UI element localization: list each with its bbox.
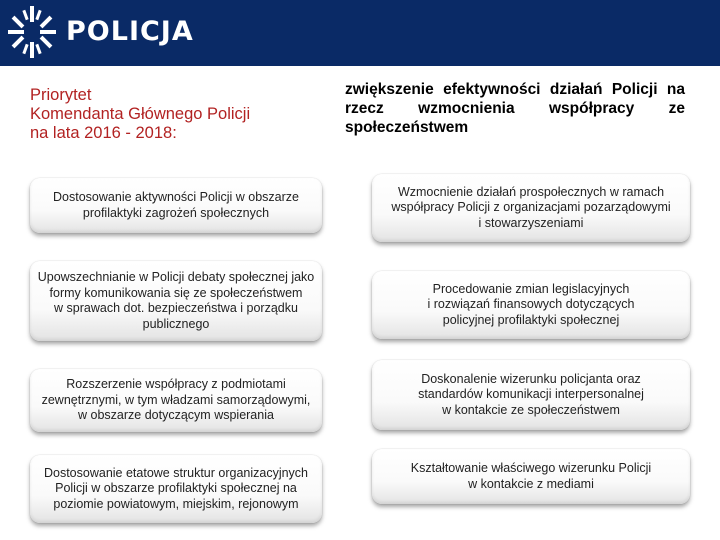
logo-text: POLICJA (66, 16, 194, 47)
priority-card-text: Rozszerzenie współpracy z podmiotami zewnętrznymi, w tym władzami samorządowymi, w obszarze dotyczącym wspierania (41, 377, 311, 423)
police-star-icon (6, 4, 58, 60)
priority-card (30, 369, 322, 432)
priority-card (30, 178, 322, 233)
priority-card-text: Kształtowanie właściwego wizerunku Policji w kontakcie z mediami (410, 461, 652, 491)
priority-card-text: Procedowanie zmian legislacyjnych i rozwiązań finansowych dotyczących policyjnej profilaktyki społecznej (427, 281, 635, 327)
priority-card-text: Dostosowanie etatowe struktur organizacyjnych Policji w obszarze profilaktyki społecznej na poziomie powiatowym, miejskim, rejonowym (43, 465, 309, 511)
priority-card (30, 455, 322, 523)
header-bar (0, 0, 720, 66)
priority-card-text: Dostosowanie aktywności Policji w obszarze profilaktyki zagrożeń społecznych (53, 190, 299, 220)
goal-title: zwiększenie efektywności działań Policji na rzecz wzmocnienia współpracy ze społeczeństwem (345, 81, 685, 136)
priority-card-text: Doskonalenie wizerunku policjanta oraz standardów komunikacji interpersonalnej w kontakcie ze społeczeństwem (418, 371, 644, 417)
priority-card-text: Wzmocnienie działań prospołecznych w ramach współpracy Policji z organizacjami pozarządowymi i stowarzyszeniami (391, 184, 671, 230)
priority-title: Priorytet Komendanta Głównego Policji na lata 2016 - 2018: (30, 86, 251, 142)
priority-card (372, 360, 690, 430)
priority-card (372, 174, 690, 242)
priority-card (30, 261, 322, 341)
priority-card-text: Upowszechnianie w Policji debaty społecznej jako formy komunikowania się ze społeczeństwem w sprawach dot. bezpieczeństwa i porządku publicznego (37, 270, 315, 331)
priority-card (372, 449, 690, 504)
priority-card (372, 271, 690, 339)
